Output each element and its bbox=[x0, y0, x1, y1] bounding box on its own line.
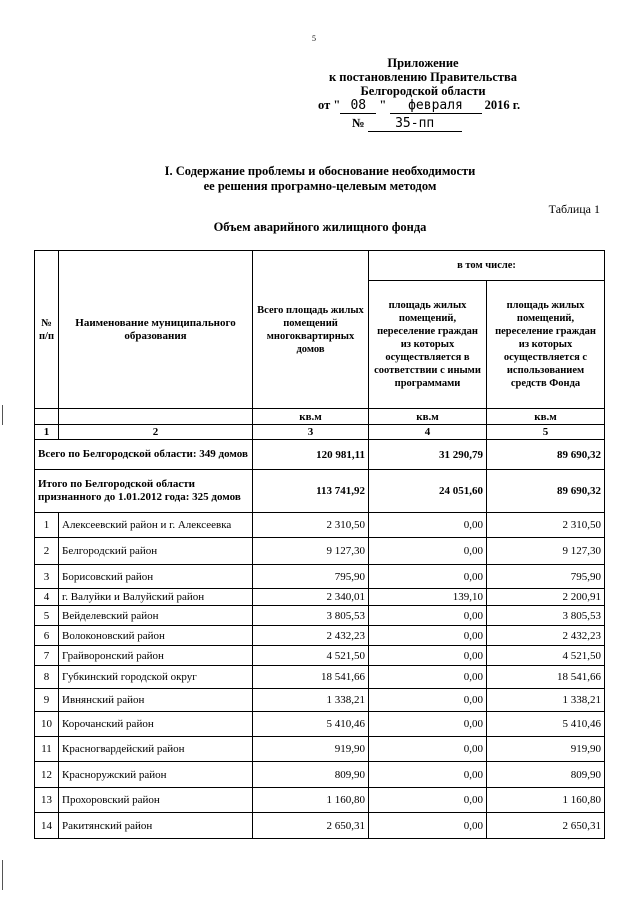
row-total-area: 795,90 bbox=[253, 565, 369, 589]
summary-row bbox=[35, 470, 605, 513]
row-municipality: Борисовский район bbox=[59, 565, 253, 589]
row-number: 2 bbox=[35, 538, 59, 565]
row-municipality: Губкинский городской округ bbox=[59, 666, 253, 689]
row-total-area: 2 432,23 bbox=[253, 626, 369, 646]
col-number: 2 bbox=[59, 425, 253, 440]
row-total-area: 3 805,53 bbox=[253, 606, 369, 626]
row-total-area: 1 160,80 bbox=[253, 788, 369, 813]
row-number: 7 bbox=[35, 646, 59, 666]
row-fund-area: 2 432,23 bbox=[487, 626, 605, 646]
table-row bbox=[35, 689, 605, 712]
header-row-1 bbox=[35, 251, 605, 281]
approval-block bbox=[318, 56, 528, 98]
row-number: 10 bbox=[35, 712, 59, 737]
row-other-programs-area: 0,00 bbox=[369, 606, 487, 626]
row-number: 14 bbox=[35, 813, 59, 839]
date-prefix: от " bbox=[318, 98, 341, 112]
table-row bbox=[35, 565, 605, 589]
approval-line-1: Приложение bbox=[387, 56, 459, 70]
table-row bbox=[35, 646, 605, 666]
summary-other: 31 290,79 bbox=[369, 440, 487, 470]
summary-total: 120 981,11 bbox=[253, 440, 369, 470]
summary-label: Итого по Белгородской области признанного до 1.01.2012 года: 325 домов bbox=[35, 470, 253, 513]
row-number: 6 bbox=[35, 626, 59, 646]
row-number: 11 bbox=[35, 737, 59, 762]
section-title bbox=[100, 164, 540, 194]
row-number: 4 bbox=[35, 589, 59, 606]
approval-line-3: Белгородской области bbox=[360, 84, 486, 98]
row-total-area: 4 521,50 bbox=[253, 646, 369, 666]
row-municipality: Корочанский район bbox=[59, 712, 253, 737]
row-fund-area: 4 521,50 bbox=[487, 646, 605, 666]
row-fund-area: 919,90 bbox=[487, 737, 605, 762]
number-value: 35-пп bbox=[368, 116, 462, 132]
date-day: 08 bbox=[340, 98, 376, 114]
section-title-line-2: ее решения програмно-целевым методом bbox=[203, 179, 437, 193]
unit-other: кв.м bbox=[369, 409, 487, 425]
table-row bbox=[35, 606, 605, 626]
col-number: 4 bbox=[369, 425, 487, 440]
row-municipality: Грайворонский район bbox=[59, 646, 253, 666]
header-total: Всего площадь жилых помещений многоквартирных домов bbox=[253, 251, 369, 409]
table-row bbox=[35, 712, 605, 737]
row-other-programs-area: 0,00 bbox=[369, 513, 487, 538]
row-fund-area: 3 805,53 bbox=[487, 606, 605, 626]
table-row bbox=[35, 737, 605, 762]
row-other-programs-area: 0,00 bbox=[369, 626, 487, 646]
row-other-programs-area: 0,00 bbox=[369, 813, 487, 839]
summary-fund: 89 690,32 bbox=[487, 470, 605, 513]
housing-fund-table bbox=[34, 250, 605, 839]
unit-fund: кв.м bbox=[487, 409, 605, 425]
row-other-programs-area: 139,10 bbox=[369, 589, 487, 606]
row-fund-area: 2 200,91 bbox=[487, 589, 605, 606]
header-fund: площадь жилых помещений, переселение граждан из которых осуществляется с использованием средств Фонда bbox=[487, 281, 605, 409]
row-total-area: 18 541,66 bbox=[253, 666, 369, 689]
number-prefix: № bbox=[352, 116, 365, 130]
table-row bbox=[35, 813, 605, 839]
row-fund-area: 795,90 bbox=[487, 565, 605, 589]
row-other-programs-area: 0,00 bbox=[369, 737, 487, 762]
col-number: 3 bbox=[253, 425, 369, 440]
table-row bbox=[35, 762, 605, 788]
row-total-area: 1 338,21 bbox=[253, 689, 369, 712]
row-municipality: Ивнянский район bbox=[59, 689, 253, 712]
col-number: 1 bbox=[35, 425, 59, 440]
table-row bbox=[35, 666, 605, 689]
page-number: 5 bbox=[312, 34, 316, 43]
approval-date bbox=[318, 98, 520, 114]
summary-other: 24 051,60 bbox=[369, 470, 487, 513]
row-municipality: Красногвардейский район bbox=[59, 737, 253, 762]
row-fund-area: 18 541,66 bbox=[487, 666, 605, 689]
row-other-programs-area: 0,00 bbox=[369, 689, 487, 712]
row-other-programs-area: 0,00 bbox=[369, 538, 487, 565]
summary-fund: 89 690,32 bbox=[487, 440, 605, 470]
table-row bbox=[35, 538, 605, 565]
row-other-programs-area: 0,00 bbox=[369, 565, 487, 589]
row-total-area: 5 410,46 bbox=[253, 712, 369, 737]
table-row bbox=[35, 788, 605, 813]
row-number: 9 bbox=[35, 689, 59, 712]
date-quote: " bbox=[379, 98, 387, 112]
row-municipality: Волоконовский район bbox=[59, 626, 253, 646]
table-row bbox=[35, 513, 605, 538]
row-total-area: 809,90 bbox=[253, 762, 369, 788]
table-row bbox=[35, 589, 605, 606]
row-other-programs-area: 0,00 bbox=[369, 666, 487, 689]
section-title-line-1: I. Содержание проблемы и обоснование необходимости bbox=[164, 164, 476, 178]
row-number: 3 bbox=[35, 565, 59, 589]
units-row bbox=[35, 409, 605, 425]
row-number: 12 bbox=[35, 762, 59, 788]
header-other-programs: площадь жилых помещений, переселение граждан из которых осуществляется в соответствии с иными программами bbox=[369, 281, 487, 409]
row-municipality: Прохоровский район bbox=[59, 788, 253, 813]
row-municipality: Алексеевский район и г. Алексеевка bbox=[59, 513, 253, 538]
row-total-area: 9 127,30 bbox=[253, 538, 369, 565]
row-other-programs-area: 0,00 bbox=[369, 712, 487, 737]
row-other-programs-area: 0,00 bbox=[369, 762, 487, 788]
row-municipality: Красноружский район bbox=[59, 762, 253, 788]
row-total-area: 2 310,50 bbox=[253, 513, 369, 538]
table-row bbox=[35, 626, 605, 646]
row-fund-area: 2 310,50 bbox=[487, 513, 605, 538]
row-fund-area: 1 338,21 bbox=[487, 689, 605, 712]
table-label: Таблица 1 bbox=[548, 202, 600, 216]
row-fund-area: 809,90 bbox=[487, 762, 605, 788]
summary-total: 113 741,92 bbox=[253, 470, 369, 513]
unit-total: кв.м bbox=[253, 409, 369, 425]
approval-number bbox=[352, 116, 462, 132]
row-number: 1 bbox=[35, 513, 59, 538]
date-year: 2016 г. bbox=[484, 98, 521, 112]
row-fund-area: 9 127,30 bbox=[487, 538, 605, 565]
row-total-area: 2 340,01 bbox=[253, 589, 369, 606]
row-municipality: Вейделевский район bbox=[59, 606, 253, 626]
table-title: Объем аварийного жилищного фонда bbox=[213, 220, 427, 234]
row-municipality: г. Валуйки и Валуйский район bbox=[59, 589, 253, 606]
row-total-area: 919,90 bbox=[253, 737, 369, 762]
date-month: февраля bbox=[390, 98, 482, 114]
row-number: 13 bbox=[35, 788, 59, 813]
row-fund-area: 5 410,46 bbox=[487, 712, 605, 737]
row-total-area: 2 650,31 bbox=[253, 813, 369, 839]
row-fund-area: 2 650,31 bbox=[487, 813, 605, 839]
row-fund-area: 1 160,80 bbox=[487, 788, 605, 813]
column-numbers-row bbox=[35, 425, 605, 440]
header-name: Наименование муниципального образования bbox=[59, 251, 253, 409]
scan-edge-mark bbox=[2, 405, 3, 425]
header-including: в том числе: bbox=[369, 251, 605, 281]
row-number: 8 bbox=[35, 666, 59, 689]
scan-edge-mark bbox=[2, 860, 3, 890]
summary-row bbox=[35, 440, 605, 470]
row-municipality: Ракитянский район bbox=[59, 813, 253, 839]
approval-line-2: к постановлению Правительства bbox=[328, 70, 518, 84]
summary-label: Всего по Белгородской области: 349 домов bbox=[35, 440, 253, 470]
header-num: № п/п bbox=[35, 251, 59, 409]
row-number: 5 bbox=[35, 606, 59, 626]
row-other-programs-area: 0,00 bbox=[369, 788, 487, 813]
row-municipality: Белгородский район bbox=[59, 538, 253, 565]
col-number: 5 bbox=[487, 425, 605, 440]
row-other-programs-area: 0,00 bbox=[369, 646, 487, 666]
